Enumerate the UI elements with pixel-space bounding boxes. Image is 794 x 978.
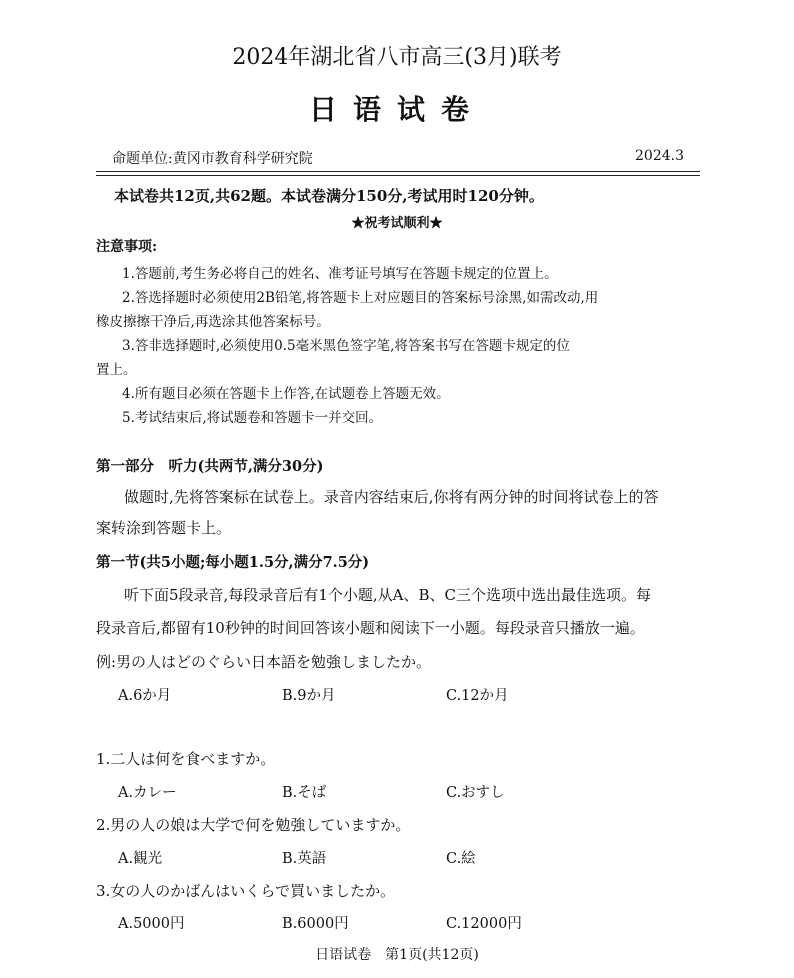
- header-divider-bottom: [96, 175, 700, 176]
- notice-item: 5.考试结束后,将试题卷和答题卡一并交回。: [122, 410, 383, 426]
- question-3-option-b: B.6000円: [282, 916, 349, 932]
- question-3: 3.女の人のかばんはいくらで買いましたか。: [96, 882, 396, 900]
- question-1-option-b: B.そば: [282, 785, 327, 801]
- exam-subject: 日语试卷: [308, 93, 485, 126]
- exam-date: 2024.3: [635, 148, 684, 164]
- question-2-option-c: C.絵: [446, 851, 476, 867]
- notice-item: 4.所有题目必须在答题卡上作答,在试题卷上答题无效。: [122, 386, 450, 402]
- exam-intro: 本试卷共12页,共62题。本试卷满分150分,考试用时120分钟。: [114, 187, 544, 205]
- header-divider-top: [96, 171, 700, 172]
- section1-heading: 第一节(共5小题;每小题1.5分,满分7.5分): [96, 554, 370, 571]
- exam-title: 2024年湖北省八市高三(3月)联考: [232, 45, 562, 70]
- question-2-option-a: A.観光: [118, 851, 163, 867]
- question-2: 2.男の人の娘は大学で何を勉強していますか。: [96, 816, 411, 834]
- example-option-b: B.9か月: [282, 688, 336, 704]
- question-1-option-c: C.おすし: [446, 785, 505, 801]
- question-1: 1.二人は何を食べますか。: [96, 750, 276, 768]
- example-option-a: A.6か月: [118, 688, 172, 704]
- question-2-option-b: B.英語: [282, 851, 327, 867]
- notices-heading: 注意事项:: [96, 239, 158, 255]
- part1-instruction-continued: 案转涂到答题卡上。: [96, 519, 232, 537]
- section1-instruction: 听下面5段录音,每段录音后有1个小题,从A、B、C三个选项中选出最佳选项。每: [124, 586, 651, 604]
- section1-instruction-continued: 段录音后,都留有10秒钟的时间回答该小题和阅读下一小题。每段录音只播放一遍。: [96, 619, 645, 637]
- example-question: 例:男の人はどのぐらい日本語を勉強しましたか。: [96, 653, 432, 671]
- notice-item-continued: 置上。: [96, 362, 137, 378]
- page-footer: 日语试卷 第1页(共12页): [315, 947, 479, 963]
- part1-heading: 第一部分 听力(共两节,满分30分): [96, 458, 324, 475]
- notice-item: 1.答题前,考生务必将自己的姓名、准考证号填写在答题卡规定的位置上。: [122, 266, 558, 282]
- notice-item: 3.答非选择题时,必须使用0.5毫米黑色签字笔,将答案书写在答题卡规定的位: [122, 338, 570, 354]
- example-option-c: C.12か月: [446, 688, 509, 704]
- notice-item-continued: 橡皮擦擦干净后,再选涂其他答案标号。: [96, 314, 330, 330]
- question-1-option-a: A.カレー: [118, 785, 177, 801]
- question-3-option-c: C.12000円: [446, 916, 522, 932]
- notice-item: 2.答选择题时必须使用2B铅笔,将答题卡上对应题目的答案标号涂黑,如需改动,用: [122, 290, 599, 306]
- question-3-option-a: A.5000円: [118, 916, 185, 932]
- part1-instruction: 做题时,先将答案标在试卷上。录音内容结束后,你将有两分钟的时间将试卷上的答: [124, 488, 659, 506]
- good-luck-line: ★祝考试顺利★: [351, 216, 443, 231]
- exam-setter: 命题单位:黄冈市教育科学研究院: [112, 151, 313, 167]
